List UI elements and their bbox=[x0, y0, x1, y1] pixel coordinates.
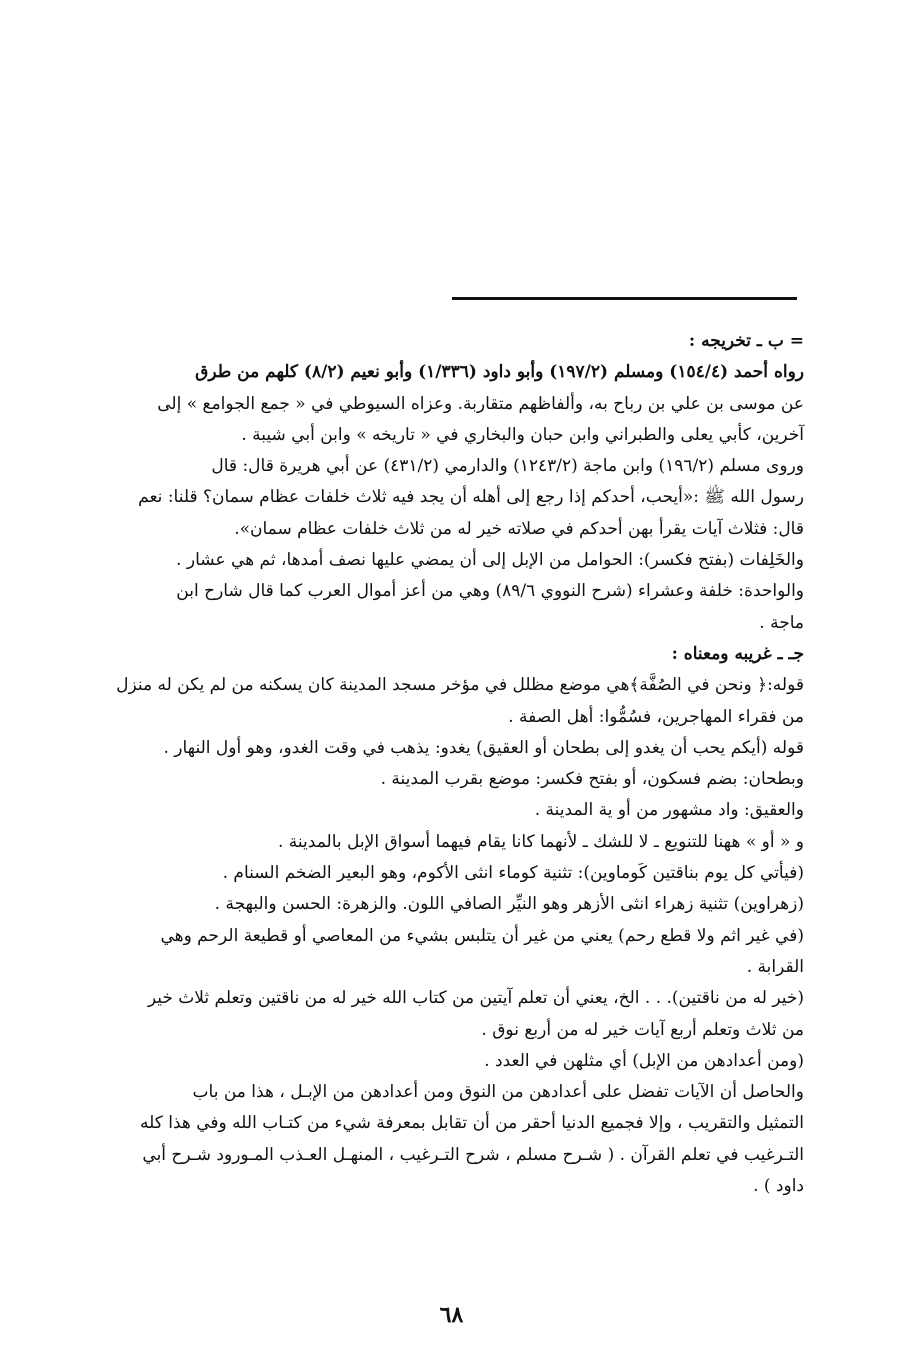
text-line: قال: فثلاث آيات يقرأ بهن أحدكم في صلاته خير له من ثلاث خلفات عظام سمان». bbox=[234, 518, 804, 539]
text-line: وروى مسلم (١٩٦/٢) وابن ماجة (١٢٤٣/٢) والدارمي (٤٣١/٢) عن أبي هريرة قال: قال bbox=[211, 456, 804, 477]
text-line: القرابة . bbox=[746, 956, 804, 977]
text-line: والحاصل أن الآيات تفضل على أعدادهن من النوق ومن أعدادهن من الإبـل ، هذا من باب bbox=[192, 1082, 804, 1103]
text-line: آخرين، كأبي يعلى والطبراني وابن حبان والبخاري في « تاريخه » وابن أبي شيبة . bbox=[241, 424, 804, 445]
text-line: عن موسى بن علي بن رباح به، وألفاظهم متقاربة. وعزاه السيوطي في « جمع الجوامع » إلى bbox=[157, 393, 804, 414]
text-line: رسول الله ﷺ :«أيحب، أحدكم إذا رجع إلى أهله أن يجد فيه ثلاث خلفات عظام سمان؟ قلنا: نعم bbox=[138, 487, 804, 508]
text-line: التمثيل والتقريب ، وإلا فجميع الدنيا أحقر من أن تقابل بمعرفة شيء من كتـاب الله وفي هذا كله bbox=[140, 1113, 804, 1134]
text-line: ماجة . bbox=[759, 612, 804, 633]
text-line: قوله (أيكم يحب أن يغدو إلى بطحان أو العقيق) يغدو: يذهب في وقت الغدو، وهو أول النهار . bbox=[163, 737, 804, 758]
text-line: (ومن أعدادهن من الإبل) أي مثلهن في العدد . bbox=[484, 1050, 804, 1071]
footnote-body bbox=[84, 326, 804, 1202]
text-line: والواحدة: خلفة وعشراء (شرح النووي ٨٩/٦) وهي من أعز أموال العرب كما قال شارح ابن bbox=[176, 581, 804, 602]
text-line: التـرغيب في تعلم القرآن . ( شـرح مسلم ، شرح التـرغيب ، المنهـل العـذب المـورود شـرح أبي bbox=[142, 1144, 804, 1165]
text-line: داود ) . bbox=[753, 1176, 804, 1197]
text-line: وبطحان: بضم فسكون، أو بفتح فكسر: موضع بقرب المدينة . bbox=[380, 769, 804, 790]
text-line: و « أو » ههنا للتنويع ـ لا للشك ـ لأنهما كانا يقام فيهما أسواق الإبل بالمدينة . bbox=[277, 831, 804, 852]
text-line: (زهراوين) تثنية زهراء انثى الأزهر وهو النيِّر الصافي اللون. والزهرة: الحسن والبهجة . bbox=[214, 894, 804, 915]
page-number: ٦٨ bbox=[439, 1302, 464, 1328]
section-heading-takhrij: = ب ـ تخريجه : bbox=[688, 331, 804, 351]
text-line: (في غير اثم ولا قطع رحم) يعني من غير أن يتلبس بشيء من المعاصي أو قطيعة الرحم وهي bbox=[160, 925, 804, 946]
section-heading-gharib: جـ ـ غريبه ومعناه : bbox=[671, 643, 804, 664]
text-line: والخَلِفات (بفتح فكسر): الحوامل من الإبل إلى أن يمضي عليها نصف أمدها، ثم هي عشار . bbox=[176, 550, 804, 571]
text-line: (خير له من ناقتين). . . الخ، يعني أن تعلم آيتين من كتاب الله خير له من ناقتين وتعلم ثلاث خير bbox=[147, 988, 804, 1009]
text-line: من فقراء المهاجرين، فسُمُّوا: أهل الصفة . bbox=[508, 706, 804, 727]
text-line: من ثلاث وتعلم أربع آيات خير له من أربع نوق . bbox=[481, 1019, 804, 1040]
text-line: (فيأتي كل يوم بناقتين كَوماوين): تثنية كوماء انثى الأكوم، وهو البعير الضخم السنام . bbox=[222, 863, 804, 884]
text-line: رواه أحمد (١٥٤/٤) ومسلم (١٩٧/٢) وأبو داود (١/٣٣٦) وأبو نعيم (٨/٢) كلهم من طرق bbox=[195, 362, 804, 383]
text-line: والعقيق: واد مشهور من أو ية المدينة . bbox=[534, 800, 804, 821]
footnote-separator-rule bbox=[452, 297, 797, 300]
text-line: قوله:﴿ ونحن في الصُفَّة﴾هي موضع مظلل في مؤخر مسجد المدينة كان يسكنه من لم يكن له منزل bbox=[116, 675, 804, 696]
